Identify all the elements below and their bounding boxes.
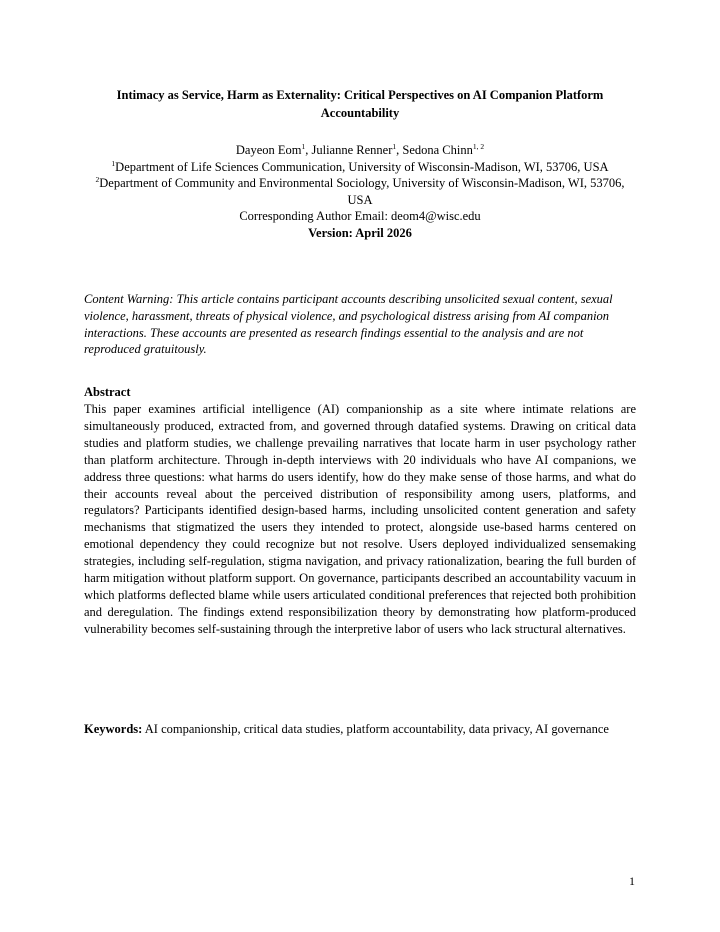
content-warning: Content Warning: This article contains participant accounts describing unsolicited sexual content, sexual violence, harassment, threats of physical violence, and psychological distress arising from AI companion interactions. These accounts are presented as research findings essential to the analysis and are not reproduced gratuitously. bbox=[84, 292, 613, 357]
keywords-list: AI companionship, critical data studies, platform accountability, data privacy, AI governance bbox=[142, 722, 609, 736]
author-name: Julianne Renner bbox=[311, 143, 393, 157]
author-name: Dayeon Eom bbox=[235, 143, 302, 157]
corresponding-author-email: Corresponding Author Email: deom4@wisc.edu bbox=[239, 209, 481, 224]
affiliation-1: $^1$Department of Life Sciences Communication, University of Wisconsin-Madison, WI, 53706, USA bbox=[111, 158, 609, 174]
keywords bbox=[84, 721, 636, 738]
affiliation-2: $^2$Department of Community and Environmental Sociology, University of Wisconsin-Madison, WI, 53706, USA bbox=[95, 175, 625, 207]
keywords-label: Keywords: bbox=[84, 722, 143, 736]
author-affiliation-mark: 1, 2 bbox=[472, 141, 485, 151]
author-block bbox=[84, 142, 636, 242]
paper-title: Intimacy as Service, Harm as Externality: Critical Perspectives on AI Companion Platform Accountability bbox=[116, 88, 604, 120]
version-label: Version: April 2026 bbox=[308, 225, 412, 240]
abstract-heading: Abstract bbox=[84, 385, 131, 399]
page-number: 1 bbox=[629, 874, 635, 888]
author-name: Sedona Chinn bbox=[402, 143, 473, 157]
author-affiliation-mark: 1 bbox=[392, 141, 397, 151]
abstract-body: This paper examines artificial intelligence (AI) companionship as a site where intimate relations are simultaneously produced, extracted from, and governed through datafied systems. Drawing on critical data studies and platform studies, we challenge prevailing narratives that locate harm in user psychology rather than platform architecture. Through in-depth interviews with 20 individuals who have AI companions, we address three questions: what harms do users identify, how do they make sense of those harms, and what do their accounts reveal about the perceived distribution of responsibility among users, platforms, and regulators? Participants identified design-based harms, including unsolicited content generation and safety mechanisms that stigmatized the users they intended to protect, alongside use-based harms centered on emotional dependency they could recognize but not resolve. Users deployed individualized sensemaking strategies, including self-regulation, stigma navigation, and privacy rationalization, bearing the full burden of harm mitigation without platform support. On governance, participants described an accountability vacuum in which platforms deflected blame while users articulated conditional preferences that rejected both prohibition and deregulation. The findings extend responsibilization theory by demonstrating how platform-produced vulnerability becomes self-sustaining through the interpretive labor of users who lack structural alternatives. bbox=[84, 402, 636, 636]
author-list: Dayeon Eom$^1$, Julianne Renner$^1$, Sedona Chinn$^{1, 2}$ bbox=[235, 141, 485, 157]
author-affiliation-mark: 1 bbox=[301, 141, 306, 151]
